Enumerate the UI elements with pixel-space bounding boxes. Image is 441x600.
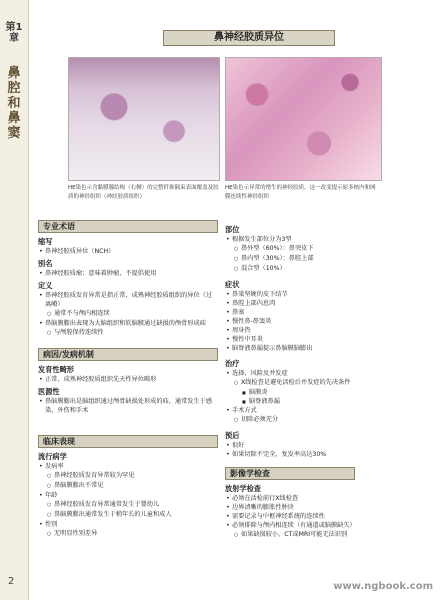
chapter-label: 第1章 <box>5 22 23 44</box>
list-item: • 必须在活检前行X线检查 <box>232 494 415 503</box>
caption-right: HE染色示异常的增生的神经胶质。这一改变提示原多核内和网膜连续性神经组织 <box>225 185 376 200</box>
list-item: ○ 鼻神经胶质发育异常较为罕见 <box>54 471 218 481</box>
list-item: • 慢性中耳炎 <box>232 335 415 344</box>
list-item: ○ 鼻脑膜膨出通常发生于稍年长的儿童和成人 <box>54 510 218 520</box>
subheading: 缩写 <box>38 237 53 246</box>
list-item: ■ 脑脊液鼻漏 <box>249 397 415 406</box>
list-item: • 手术方式 <box>232 406 415 415</box>
subheading: 预后 <box>225 431 240 440</box>
page-number: 2 <box>8 576 15 587</box>
list-item: • 很好 <box>232 441 415 450</box>
subheading: 别名 <box>38 259 53 268</box>
list-item: • 鼻神经胶质异位（NCH） <box>45 247 218 256</box>
list-item: • 选择，风险及并发症 <box>232 369 415 378</box>
subheading: 流行病学 <box>38 452 67 461</box>
section-title: 病因/发病机制 <box>38 348 218 361</box>
subheading: 症状 <box>225 280 240 289</box>
list-item: • 鼻神经胶质瘤；意味着肿瘤，不提倡使用 <box>45 269 218 278</box>
list-item: • 如果切除不完全，复发率高达30% <box>232 450 415 459</box>
list-item: ○ 鼻内型（30%）：鼻腔上部 <box>241 254 415 264</box>
subheading: 医源性 <box>38 387 60 396</box>
list-item: • 鼻塞 <box>232 308 415 317</box>
list-item: • 脑脊液鼻漏提示鼻脑膜脑膨出 <box>232 344 415 353</box>
list-item: ○ 如果缺损较小，CT或MRI可能无法识别 <box>241 530 415 540</box>
list-item: ○ 切除必须充分 <box>241 415 415 425</box>
list-item: ○ 鼻外型（60%）：鼻突皮下 <box>241 244 415 254</box>
list-item: ○ 无明显性别差异 <box>54 529 218 539</box>
section-title: 临床表现 <box>38 435 218 448</box>
section-title: 专业术语 <box>38 220 218 233</box>
list-item: • 鼻梁坚硬的皮下结节 <box>232 290 415 299</box>
section-terminology <box>38 220 218 338</box>
list-item: ○ 鼻神经胶质发育异常通常发生于婴幼儿 <box>54 500 218 510</box>
section-site <box>225 222 415 540</box>
subheading: 定义 <box>38 281 53 290</box>
chapter-title: 鼻腔和鼻窦 <box>7 66 21 141</box>
list-item: ○ 通常不与颅内相连续 <box>54 309 218 319</box>
list-item: ○ 与颅腔保持连续性 <box>54 328 218 338</box>
list-item: ○ 鼻脑膜膨出不常见 <box>54 481 218 491</box>
list-item: • 发病率 <box>45 462 218 471</box>
list-item: • 性别 <box>45 520 218 529</box>
list-item: • 需要记录与中枢神经系统的连续性 <box>232 512 415 521</box>
caption-left: HE染色示含黏膜腺结构（右侧）的完整纤维隔束表面覆盖及胶质的神经组织（神经胶质组织） <box>68 185 219 200</box>
list-item: • 鼻脑膜膨出是脑组织通过颅骨缺损处形成的疝，通常发生于感染、外伤和手术 <box>45 397 218 415</box>
subheading: 放射学检查 <box>225 484 261 493</box>
list-item: • 周身热 <box>232 326 415 335</box>
list-item: • 鼻腔上部内息肉 <box>232 299 415 308</box>
histology-image-left <box>68 57 220 181</box>
list-item: • 正常、成熟神经胶质组织先天性异位畸形 <box>45 375 218 384</box>
list-item: • 年龄 <box>45 491 218 500</box>
subheading: 发育性畸形 <box>38 365 74 374</box>
list-item: ■ 脑膜炎 <box>249 388 415 397</box>
list-item: • 边界清晰的膨胀性肿块 <box>232 503 415 512</box>
section-title-imaging: 影像学检查 <box>225 467 355 480</box>
list-item: • 鼻神经胶质发育异常是指正常、成熟神经胶质组织的异位（过离嵴） <box>45 291 218 309</box>
histology-image-right <box>225 57 382 181</box>
list-item: • 根据发生部位分为3型 <box>232 235 415 244</box>
section-clinical <box>38 435 218 539</box>
list-item: • 鼻脑膜膨出表现为大脑组织和软脑膜通过缺损的颅骨形成疝 <box>45 319 218 328</box>
list-item: • 慢性鼻-鼻窦炎 <box>232 317 415 326</box>
subheading: 治疗 <box>225 359 240 368</box>
list-item: • 必须排除与颅内相连续（有通道或脑膜缺失） <box>232 521 415 530</box>
list-item: ○ X线检查是避免活检后并发症的先决条件 <box>241 378 415 388</box>
subheading: 部位 <box>225 225 240 234</box>
list-item: ○ 混合型（10%） <box>241 264 415 274</box>
page-title: 鼻神经胶质异位 <box>163 30 335 46</box>
watermark: www.ngbook.com <box>333 581 433 592</box>
section-etiology <box>38 348 218 415</box>
